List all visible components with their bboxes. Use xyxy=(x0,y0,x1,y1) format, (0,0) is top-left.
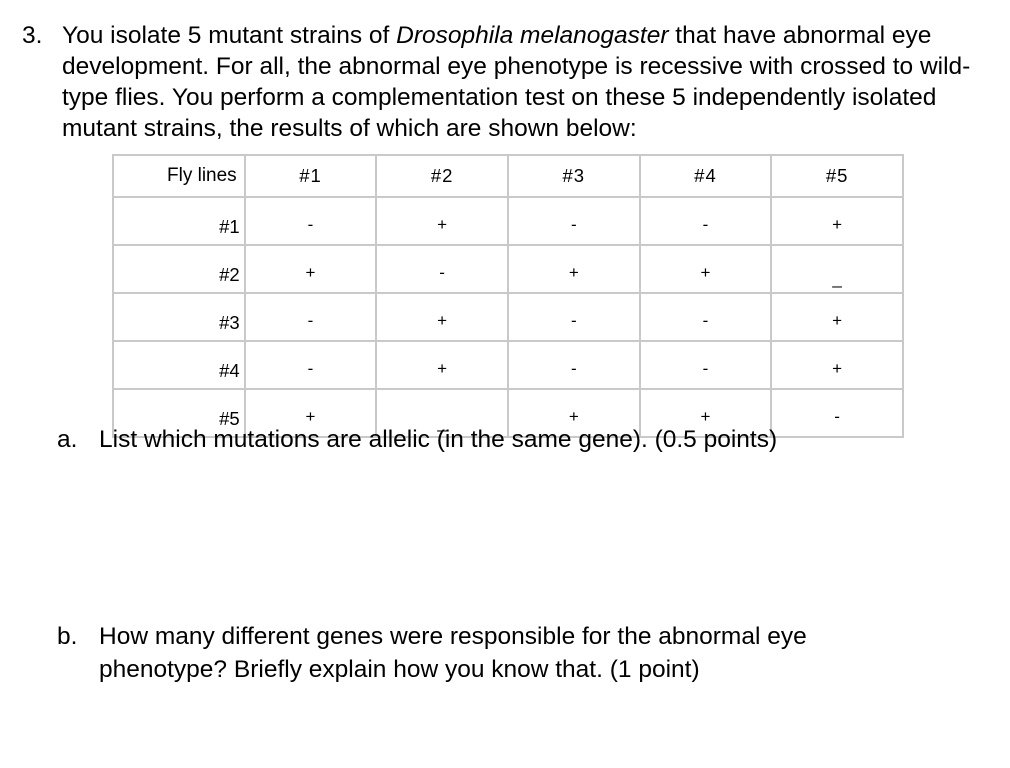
cell-value: - xyxy=(307,310,314,330)
table-cell xyxy=(771,293,903,341)
part-b xyxy=(57,620,917,686)
cell-value: + xyxy=(700,406,711,426)
table-cell xyxy=(245,197,377,245)
cell-value: - xyxy=(702,310,709,330)
cell-value: - xyxy=(307,214,314,234)
cell-value: - xyxy=(439,262,445,282)
question-text xyxy=(62,20,997,144)
table-row xyxy=(113,197,903,245)
cell-value: - xyxy=(307,358,314,378)
table-cell xyxy=(771,245,903,293)
cell-value: - xyxy=(570,214,577,234)
cell-value: - xyxy=(702,214,709,234)
column-header: #4 xyxy=(640,155,772,197)
table-cell xyxy=(640,245,772,293)
cell-value: _ xyxy=(832,268,842,288)
row-label: #1 xyxy=(113,197,245,245)
cell-value: + xyxy=(832,358,843,378)
cell-value: + xyxy=(568,262,579,282)
question-text-after: that have abnormal eye development. For all, the abnormal eye phenotype is recessive with crossed to wild-type flies. You perform a complementation test on these 5 independently isolated mutant strains, the results of which are shown below: xyxy=(62,22,971,142)
species-name: Drosophila melanogaster xyxy=(396,22,669,49)
row-label: #4 xyxy=(113,341,245,389)
row-label: #2 xyxy=(113,245,245,293)
part-a-label: a. xyxy=(57,426,78,453)
table-cell xyxy=(771,197,903,245)
question-text-before: You isolate 5 mutant strains of xyxy=(62,22,397,49)
table-cell xyxy=(245,245,377,293)
table-cell xyxy=(508,245,640,293)
cell-value: + xyxy=(568,406,579,426)
question-3 xyxy=(22,20,997,144)
cell-value: - xyxy=(834,406,840,426)
cell-value: + xyxy=(832,214,843,234)
corner-label: Fly lines xyxy=(113,155,245,197)
column-header: #2 xyxy=(376,155,508,197)
table-cell xyxy=(376,197,508,245)
table-row xyxy=(113,245,903,293)
cell-value: + xyxy=(305,406,316,426)
part-a xyxy=(57,423,957,456)
question-number: 3. xyxy=(22,22,43,49)
table-row xyxy=(113,293,903,341)
table-cell xyxy=(376,245,508,293)
table-cell xyxy=(771,341,903,389)
table-cell xyxy=(376,341,508,389)
part-a-text: List which mutations are allelic (in the same gene). (0.5 points) xyxy=(99,426,778,453)
row-label: #5 xyxy=(113,389,245,437)
part-b-label: b. xyxy=(57,623,78,650)
table-cell xyxy=(640,293,772,341)
table-row xyxy=(113,341,903,389)
table-cell xyxy=(508,197,640,245)
column-header: #1 xyxy=(245,155,377,197)
row-label: #3 xyxy=(113,293,245,341)
cell-value: + xyxy=(305,262,316,282)
table-cell xyxy=(640,197,772,245)
cell-value: + xyxy=(700,262,711,282)
complementation-table xyxy=(112,154,904,438)
cell-value: _ xyxy=(437,412,447,432)
cell-value: - xyxy=(702,358,709,378)
table-cell xyxy=(376,293,508,341)
cell-value: + xyxy=(832,310,843,330)
table-header-row xyxy=(113,155,903,197)
part-b-text: How many different genes were responsible for the abnormal eye phenotype? Briefly explain how you know that. (1 point) xyxy=(99,623,807,683)
cell-value: + xyxy=(437,358,448,378)
table-cell xyxy=(508,293,640,341)
cell-value: + xyxy=(437,214,448,234)
cell-value: + xyxy=(437,310,448,330)
table-cell xyxy=(245,293,377,341)
cell-value: - xyxy=(570,310,577,330)
table-cell xyxy=(508,341,640,389)
table-cell xyxy=(245,341,377,389)
column-header: #3 xyxy=(508,155,640,197)
table-cell xyxy=(640,341,772,389)
column-header: #5 xyxy=(771,155,903,197)
cell-value: - xyxy=(570,358,577,378)
